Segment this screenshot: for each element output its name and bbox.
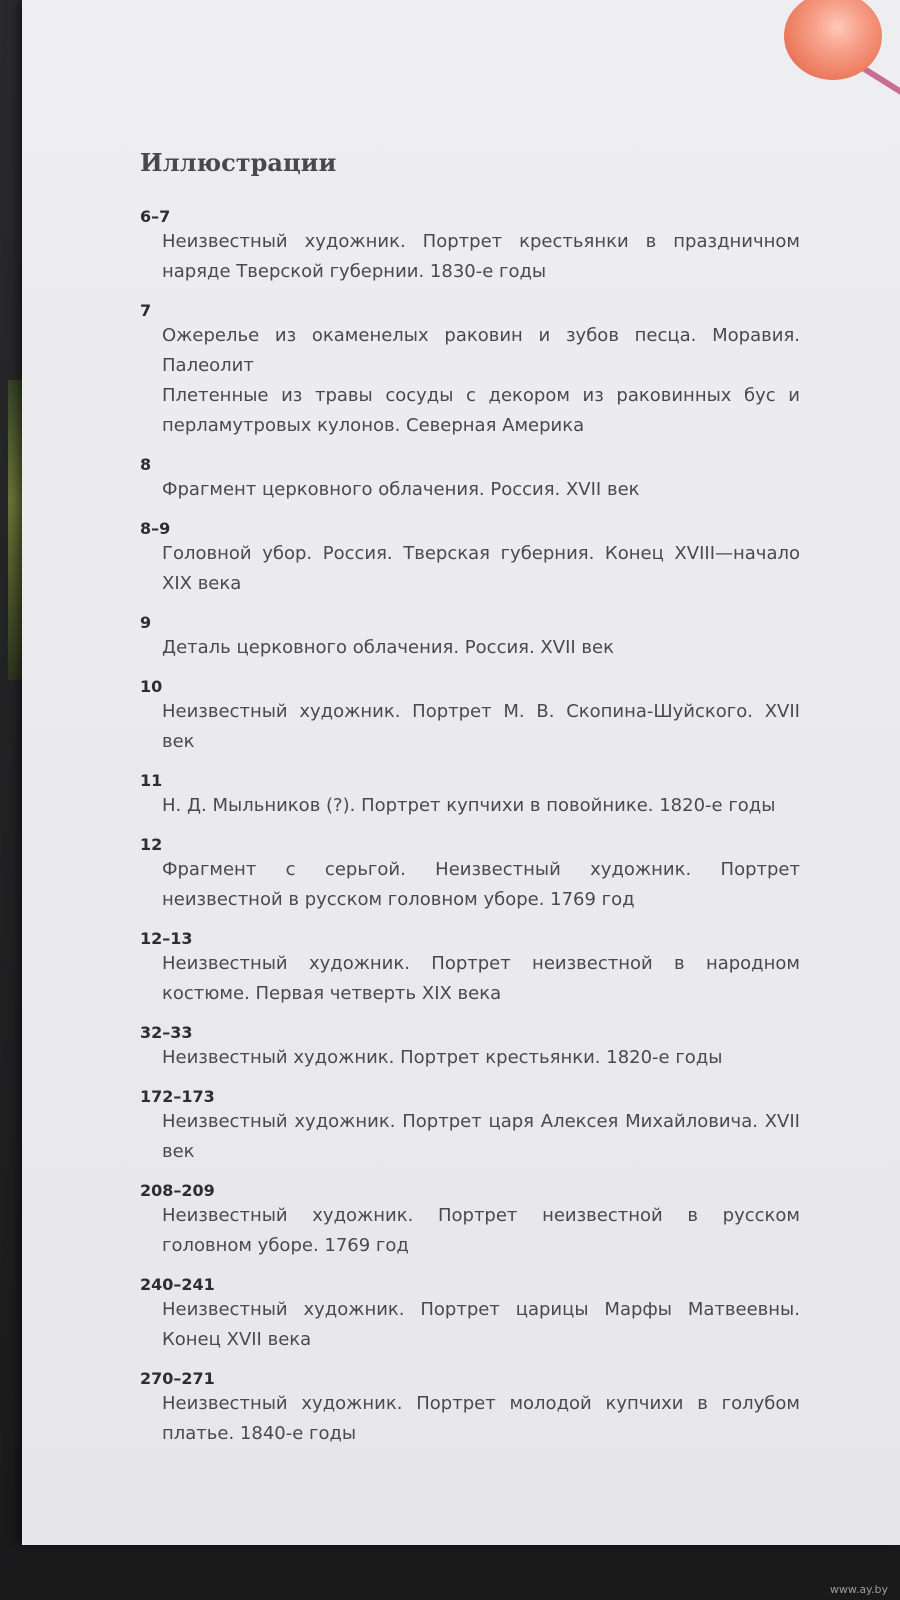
entry-page-numbers: 6–7 [140, 207, 171, 226]
entry-page-numbers: 208–209 [140, 1181, 215, 1200]
entry-page-numbers: 12 [140, 835, 163, 854]
page-title: Иллюстрации [140, 148, 337, 177]
entry-description: Неизвестный художник. Портрет царя Алексея Михайловича. XVII век [162, 1111, 800, 1162]
list-item [140, 1275, 800, 1355]
list-item [140, 613, 800, 663]
entry-description: Головной убор. Россия. Тверская губерния. Конец XVIII—начало XIX века [162, 543, 800, 594]
list-item [140, 455, 800, 505]
entry-page-numbers: 9 [140, 613, 152, 632]
entry-page-numbers: 7 [140, 301, 152, 320]
entries-container [140, 207, 800, 1449]
entry-description: Фрагмент церковного облачения. Россия. XVII век [162, 479, 640, 500]
entry-page-numbers: 8 [140, 455, 152, 474]
list-item [140, 519, 800, 599]
illustrations-list [140, 148, 800, 1463]
list-item [140, 1369, 800, 1449]
entry-page-numbers: 10 [140, 677, 163, 696]
list-item [140, 1023, 800, 1073]
entry-description: Неизвестный художник. Портрет неизвестной в народном костюме. Первая четверть XIX века [162, 953, 800, 1004]
entry-page-numbers: 11 [140, 771, 163, 790]
entry-page-numbers: 8–9 [140, 519, 171, 538]
entry-description: Ожерелье из окаменелых раковин и зубов песца. Моравия. Палеолит [162, 325, 800, 376]
list-item [140, 771, 800, 821]
list-item [140, 1087, 800, 1167]
list-item [140, 929, 800, 1009]
entry-page-numbers: 240–241 [140, 1275, 215, 1294]
entry-page-numbers: 270–271 [140, 1369, 215, 1388]
entry-description: Неизвестный художник. Портрет молодой купчихи в голубом платье. 1840-е годы [162, 1393, 800, 1444]
list-item [140, 207, 800, 287]
entry-description: Фрагмент с серьгой. Неизвестный художник. Портрет неизвестной в русском головном уборе. 1769 год [162, 859, 800, 910]
entry-page-numbers: 172–173 [140, 1087, 215, 1106]
book-page [22, 0, 900, 1545]
entry-description: Неизвестный художник. Портрет царицы Марфы Матвеевны. Конец XVII века [162, 1299, 800, 1350]
entry-page-numbers: 12–13 [140, 929, 193, 948]
list-item [140, 1181, 800, 1261]
entry-description: Неизвестный художник. Портрет крестьянки. 1820-е годы [162, 1047, 723, 1068]
entry-description: Плетенные из травы сосуды с декором из раковинных бус и перламутровых кулонов. Северная Америка [162, 385, 800, 436]
list-item [140, 677, 800, 757]
watermark: www.ay.by [829, 1583, 888, 1596]
list-item [140, 301, 800, 441]
list-item [140, 835, 800, 915]
entry-description: Неизвестный художник. Портрет крестьянки в праздничном наряде Тверской губернии. 1830-е годы [162, 231, 800, 282]
entry-description: Неизвестный художник. Портрет М. В. Скопина-Шуйского. XVII век [162, 701, 800, 752]
entry-description: Деталь церковного облачения. Россия. XVII век [162, 637, 614, 658]
entry-page-numbers: 32–33 [140, 1023, 193, 1042]
entry-description: Н. Д. Мыльников (?). Портрет купчихи в повойнике. 1820-е годы [162, 795, 776, 816]
book-cover-edge [8, 380, 22, 680]
entry-description: Неизвестный художник. Портрет неизвестной в русском головном уборе. 1769 год [162, 1205, 800, 1256]
